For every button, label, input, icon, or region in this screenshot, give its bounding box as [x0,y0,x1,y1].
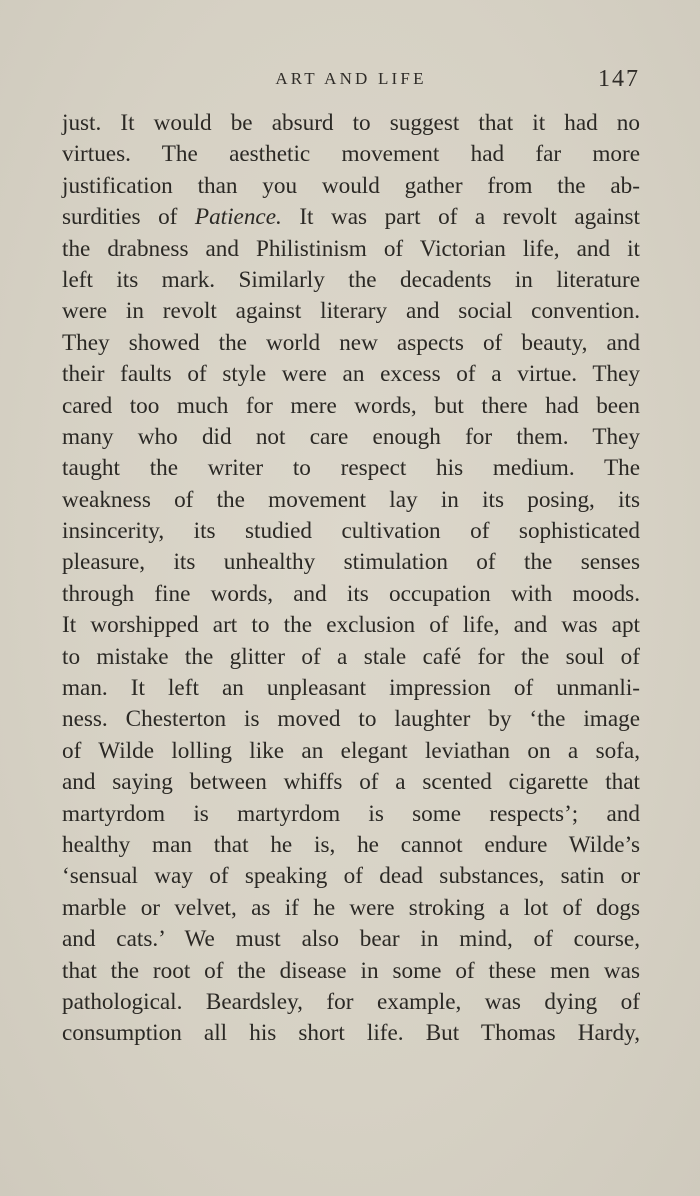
text-line: man. It left an unpleasant impression of unmanli- [62,675,640,702]
text-segment: It was part of a revolt against [281,204,640,231]
text-line: pathological. Beardsley, for example, was dying of [62,988,640,1015]
text-line: pleasure, its unhealthy stimulation of the senses [62,549,640,576]
text-line: many who did not care enough for them. They [62,423,640,450]
text-line: the drabness and Philistinism of Victorian life, and it [62,235,640,262]
text-line: of Wilde lolling like an elegant leviathan on a sofa, [62,737,640,764]
text-line: left its mark. Similarly the decadents in literature [62,266,640,293]
text-line: justification than you would gather from the ab- [62,172,640,199]
page-number: 147 [598,66,640,92]
text-line: ness. Chesterton is moved to laughter by ‘the image [62,706,640,733]
text-line: to mistake the glitter of a stale café for the soul of [62,643,640,670]
text-line: consumption all his short life. But Thomas Hardy, [62,1020,640,1047]
text-line: martyrdom is martyrdom is some respects’; and [62,800,640,827]
text-line: They showed the world new aspects of beauty, and [62,329,640,356]
text-line: and saying between whiffs of a scented cigarette that [62,769,640,796]
text-line: taught the writer to respect his medium. The [62,455,640,482]
text-line: their faults of style were an excess of a virtue. They [62,361,640,388]
text-line: virtues. The aesthetic movement had far more [62,141,640,168]
text-line: through fine words, and its occupation with moods. [62,580,640,607]
text-segment: surdities of [62,204,195,231]
body-text [62,108,640,1050]
text-line: insincerity, its studied cultivation of sophisticated [62,518,640,545]
text-line: marble or velvet, as if he were stroking a lot of dogs [62,894,640,921]
text-line: just. It would be absurd to suggest that it had no [62,110,640,136]
text-line: weakness of the movement lay in its posing, its [62,486,640,513]
text-line: and cats.’ We must also bear in mind, of course, [62,926,640,953]
text-line: ‘sensual way of speaking of dead substances, satin or [62,863,640,890]
text-line: It worshipped art to the exclusion of life, and was apt [62,612,640,639]
text-line [62,202,640,233]
text-line: were in revolt against literary and social convention. [62,298,640,325]
running-title: ART AND LIFE [275,69,427,88]
text-line: cared too much for mere words, but there had been [62,392,640,419]
italic-title: Patience. [194,204,282,231]
running-head [62,66,640,96]
text-line: that the root of the disease in some of these men was [62,957,640,984]
text-line: healthy man that he is, he cannot endure Wilde’s [62,831,640,858]
